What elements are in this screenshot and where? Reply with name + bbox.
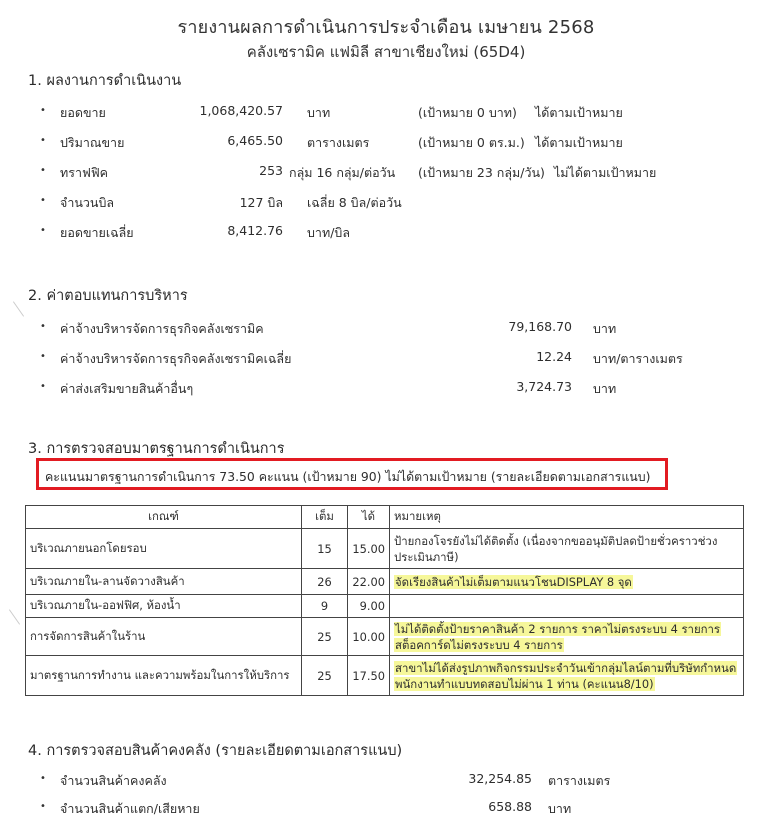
criteria-cell: การจัดการสินค้าในร้าน <box>26 618 302 656</box>
scan-mark <box>13 301 24 316</box>
kpi-label: ปริมาณขาย <box>60 135 125 150</box>
report-title: รายงานผลการดำเนินการประจำเดือน เมษายน 2568 <box>177 17 595 38</box>
bullet-icon: • <box>40 773 46 784</box>
kpi-target: (เป้าหมาย 0 ตร.ม.) <box>418 135 525 150</box>
bullet-icon: • <box>40 165 46 176</box>
bullet-icon: • <box>40 321 46 332</box>
kpi-unit: กลุ่ม 16 กลุ่ม/ต่อวัน <box>289 165 396 180</box>
inventory-label: จำนวนสินค้าแตก/เสียหาย <box>60 801 200 816</box>
inventory-value: 32,254.85 <box>468 771 532 786</box>
bullet-icon: • <box>40 381 46 392</box>
criteria-cell: บริเวณภายนอกโดยรอบ <box>26 529 302 569</box>
full-score-cell: 9 <box>302 595 348 618</box>
score-cell: 17.50 <box>348 656 390 696</box>
fee-value: 3,724.73 <box>516 379 572 394</box>
kpi-label: จำนวนบิล <box>60 195 115 210</box>
kpi-label: ยอดขายเฉลี่ย <box>60 225 134 240</box>
kpi-unit: บาท/บิล <box>307 225 350 240</box>
report-subtitle: คลังเซรามิค แฟมิลี สาขาเชียงใหม่ (65D4) <box>246 43 526 61</box>
criteria-cell: บริเวณภายใน-ออฟฟิศ, ห้องน้ำ <box>26 595 302 618</box>
fee-label: ค่าจ้างบริหารจัดการธุรกิจคลังเซรามิคเฉลี่ย <box>60 351 292 366</box>
fee-value: 79,168.70 <box>508 319 572 334</box>
kpi-unit: ตารางเมตร <box>307 135 370 150</box>
section2-title: 2. ค่าตอบแทนการบริหาร <box>28 288 188 304</box>
note-cell <box>390 595 744 618</box>
score-cell: 22.00 <box>348 569 390 595</box>
table-row <box>26 656 744 696</box>
note-text-highlighted: สาขาไม่ได้ส่งรูปภาพกิจกรรมประจำวันเข้ากลุ่มไลน์ตามที่บริษัทกำหนด พนักงานทำแบบทดสอบไม่ผ่าน 1 ท่าน (คะแนน8/10) <box>395 660 737 691</box>
kpi-value: 253 <box>259 163 283 178</box>
inventory-unit: บาท <box>548 801 572 816</box>
standards-summary-box <box>36 458 668 490</box>
score-cell: 9.00 <box>348 595 390 618</box>
note-cell <box>390 656 744 696</box>
kpi-label: ยอดขาย <box>60 105 106 120</box>
full-score-cell: 26 <box>302 569 348 595</box>
note-text-highlighted: ไม่ได้ติดตั้งป้ายราคาสินค้า 2 รายการ ราคาไม่ตรงระบบ 4 รายการ สต็อคการ์ดไม่ตรงระบบ 4 รายการ <box>395 621 721 652</box>
table-header-row <box>26 506 744 529</box>
kpi-value: 1,068,420.57 <box>199 103 283 118</box>
table-row <box>26 618 744 656</box>
standards-table <box>25 505 744 696</box>
score-cell: 10.00 <box>348 618 390 656</box>
full-score-cell: 15 <box>302 529 348 569</box>
col-got: ได้ <box>348 506 390 529</box>
full-score-cell: 25 <box>302 656 348 696</box>
kpi-status: ได้ตามเป้าหมาย <box>535 135 623 150</box>
kpi-target: (เป้าหมาย 23 กลุ่ม/วัน) <box>418 165 545 180</box>
table-row <box>26 529 744 569</box>
fee-label: ค่าจ้างบริหารจัดการธุรกิจคลังเซรามิค <box>60 321 264 336</box>
bullet-icon: • <box>40 105 46 116</box>
bullet-icon: • <box>40 351 46 362</box>
kpi-unit: เฉลี่ย 8 บิล/ต่อวัน <box>307 195 402 210</box>
bullet-icon: • <box>40 801 46 812</box>
kpi-unit: บาท <box>307 105 331 120</box>
table-row <box>26 595 744 618</box>
section3-title: 3. การตรวจสอบมาตรฐานการดำเนินการ <box>28 441 285 457</box>
scan-mark <box>9 609 20 624</box>
kpi-value: 127 บิล <box>239 195 283 210</box>
kpi-value: 8,412.76 <box>227 223 283 238</box>
col-full: เต็ม <box>302 506 348 529</box>
fee-value: 12.24 <box>536 349 572 364</box>
note-cell <box>390 529 744 569</box>
col-note: หมายเหตุ <box>390 506 744 529</box>
section4-title: 4. การตรวจสอบสินค้าคงคลัง (รายละเอียดตามเอกสารแนบ) <box>28 743 403 759</box>
fee-label: ค่าส่งเสริมขายสินค้าอื่นๆ <box>60 381 194 396</box>
kpi-value: 6,465.50 <box>227 133 283 148</box>
kpi-status: ได้ตามเป้าหมาย <box>535 105 623 120</box>
inventory-value: 658.88 <box>488 799 532 814</box>
note-cell <box>390 618 744 656</box>
bullet-icon: • <box>40 195 46 206</box>
table-row <box>26 569 744 595</box>
fee-unit: บาท/ตารางเมตร <box>593 351 683 366</box>
note-text-highlighted: จัดเรียงสินค้าไม่เต็มตามแนวโชนDISPLAY 8 จุด <box>395 574 632 589</box>
score-cell: 15.00 <box>348 529 390 569</box>
fee-unit: บาท <box>593 321 617 336</box>
bullet-icon: • <box>40 225 46 236</box>
section1-title: 1. ผลงานการดำเนินงาน <box>28 73 182 89</box>
standards-summary: คะแนนมาตรฐานการดำเนินการ 73.50 คะแนน (เป้าหมาย 90) ไม่ได้ตามเป้าหมาย (รายละเอียดตามเอกสารแนบ) <box>45 469 651 484</box>
kpi-status: ไม่ได้ตามเป้าหมาย <box>554 165 657 180</box>
inventory-label: จำนวนสินค้าคงคลัง <box>60 773 167 788</box>
criteria-cell: มาตรฐานการทำงาน และความพร้อมในการให้บริการ <box>26 656 302 696</box>
kpi-target: (เป้าหมาย 0 บาท) <box>418 105 517 120</box>
col-criteria: เกณฑ์ <box>26 506 302 529</box>
full-score-cell: 25 <box>302 618 348 656</box>
fee-unit: บาท <box>593 381 617 396</box>
inventory-unit: ตารางเมตร <box>548 773 611 788</box>
note-text: ป้ายกองโจรยังไม่ได้ติดตั้ง (เนื่องจากขออนุมัติปลดป้ายชั่วคราวช่วงประเมินภาษี) <box>394 533 718 564</box>
bullet-icon: • <box>40 135 46 146</box>
criteria-cell: บริเวณภายใน-ลานจัดวางสินค้า <box>26 569 302 595</box>
note-cell <box>390 569 744 595</box>
kpi-label: ทราฟฟิค <box>60 165 109 180</box>
